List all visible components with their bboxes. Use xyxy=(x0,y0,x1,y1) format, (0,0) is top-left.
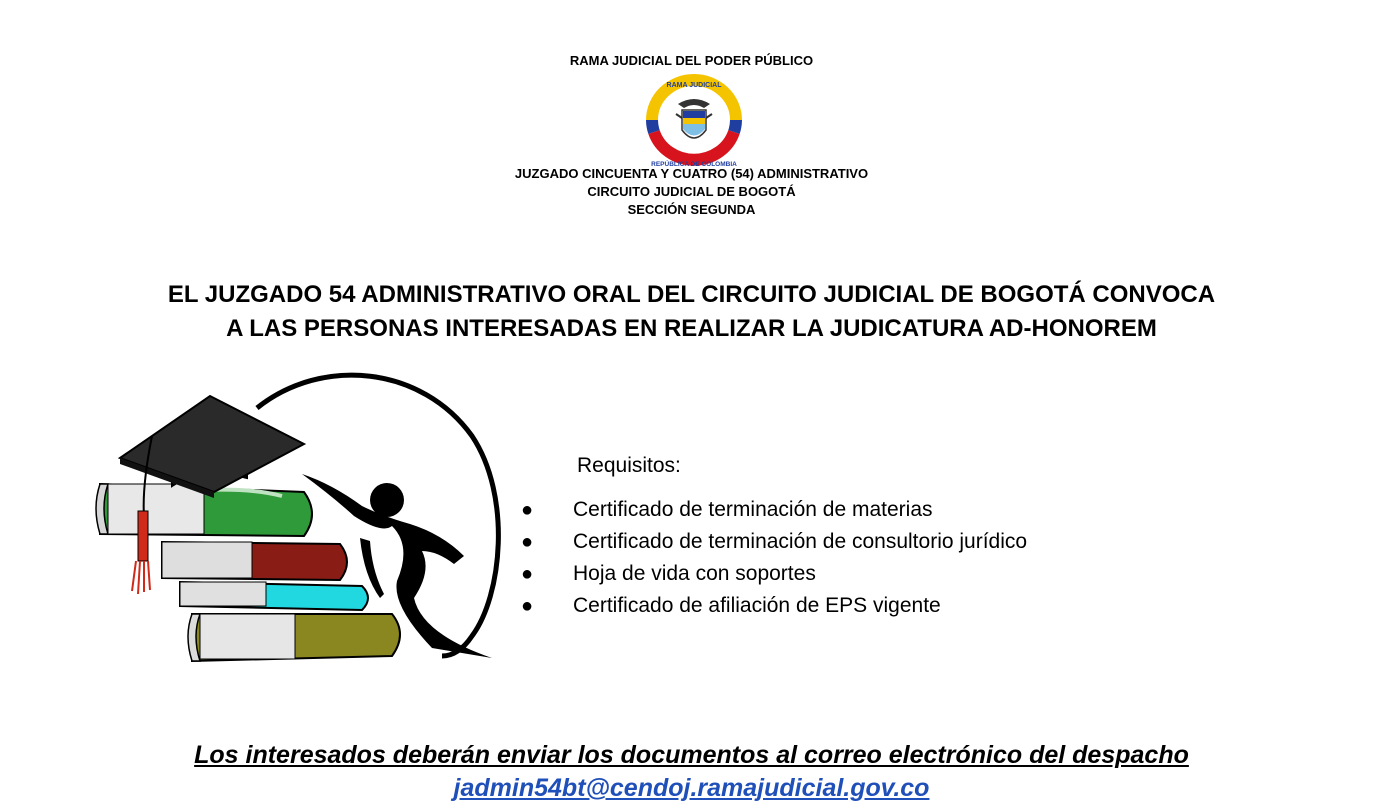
graduation-books-icon xyxy=(92,366,502,668)
requirements-heading: Requisitos: xyxy=(577,454,681,477)
book-olive-icon xyxy=(188,614,400,661)
announcement-title-line-1: EL JUZGADO 54 ADMINISTRATIVO ORAL DEL CIRCUITO JUDICIAL DE BOGOTÁ CONVOCA xyxy=(167,281,1216,308)
bullet-icon: ● xyxy=(521,499,534,521)
requirement-text: Hoja de vida con soportes xyxy=(573,562,816,585)
requirement-text: Certificado de afiliación de EPS vigente xyxy=(573,594,941,617)
requirement-text: Certificado de terminación de consultorio jurídico xyxy=(573,530,1028,553)
book-red-icon xyxy=(162,542,347,580)
announcement-title-line-2: A LAS PERSONAS INTERESADAS EN REALIZAR LA JUDICATURA AD-HONOREM xyxy=(226,315,1157,342)
requirement-item xyxy=(520,590,1027,622)
requirement-item xyxy=(520,494,1027,526)
submission-instruction: Los interesados deberán enviar los documentos al correo electrónico del despacho xyxy=(194,741,1189,769)
svg-text:REPÚBLICA DE COLOMBIA: REPÚBLICA DE COLOMBIA xyxy=(651,161,737,168)
requirements-list xyxy=(520,494,1027,622)
bullet-icon: ● xyxy=(521,563,534,585)
contact-email-link[interactable]: jadmin54bt@cendoj.ramajudicial.gov.co xyxy=(453,774,930,802)
requirement-text: Certificado de terminación de materias xyxy=(573,498,933,521)
judicial-seal-logo xyxy=(638,74,750,168)
bullet-icon: ● xyxy=(521,595,534,617)
requirement-item xyxy=(520,526,1027,558)
circuit-heading: CIRCUITO JUDICIAL DE BOGOTÁ xyxy=(587,184,796,199)
court-heading: JUZGADO CINCUENTA Y CUATRO (54) ADMINISTRATIVO xyxy=(514,166,869,181)
organization-heading: RAMA JUDICIAL DEL PODER PÚBLICO xyxy=(569,53,814,68)
email-container xyxy=(0,772,1383,804)
book-cyan-icon xyxy=(180,582,368,610)
svg-text:RAMA JUDICIAL: RAMA JUDICIAL xyxy=(666,82,722,89)
section-heading: SECCIÓN SEGUNDA xyxy=(627,202,756,217)
requirement-item xyxy=(520,558,1027,590)
bullet-icon: ● xyxy=(521,531,534,553)
